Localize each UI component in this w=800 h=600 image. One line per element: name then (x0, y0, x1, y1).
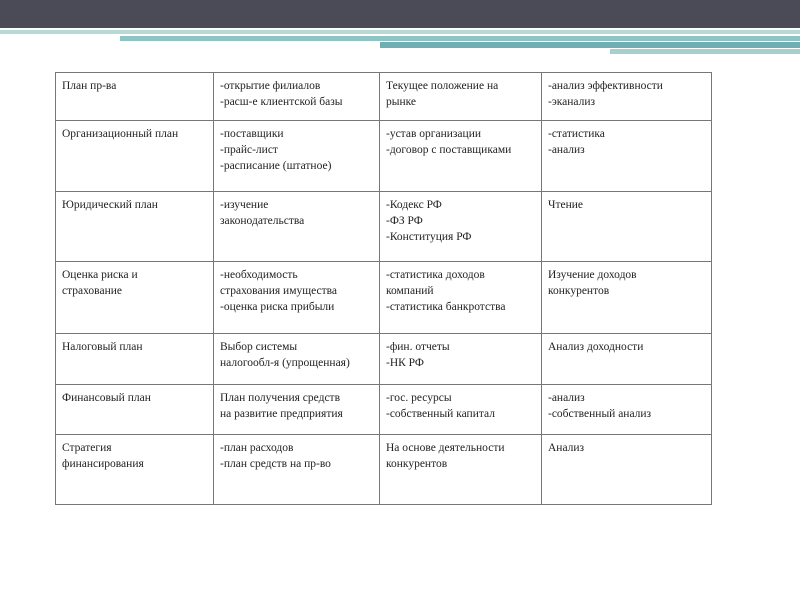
table-cell (380, 121, 542, 192)
cell-line: -статистика банкротства (386, 301, 506, 313)
cell-line: -собственный анализ (548, 408, 652, 420)
table-cell (542, 262, 712, 334)
cell-line: Оценка риска и (62, 269, 138, 281)
cell-line: на развитие предприятия (220, 408, 343, 420)
table-cell (56, 73, 214, 121)
table-cell (214, 334, 380, 385)
cell-line: -устав организации (386, 128, 481, 140)
cell-line: -анализ эффективности (548, 80, 663, 92)
table-cell (542, 385, 712, 435)
table-cell (542, 192, 712, 262)
cell-line: -поставщики (220, 128, 284, 140)
cell-line: Анализ доходности (548, 341, 644, 353)
table-row (56, 435, 712, 505)
table-cell (380, 192, 542, 262)
cell-line: Финансовый план (62, 392, 151, 404)
cell-line: законодательства (220, 215, 305, 227)
table-cell (542, 73, 712, 121)
cell-line: -анализ (548, 392, 585, 404)
table-row (56, 192, 712, 262)
table-row (56, 385, 712, 435)
cell-line: На основе деятельности (386, 442, 505, 454)
table-cell (380, 385, 542, 435)
cell-line: -изучение (220, 199, 269, 211)
cell-line: страхования имущества (220, 285, 337, 297)
cell-line: компаний (386, 285, 434, 297)
cell-line: -анализ (548, 144, 585, 156)
cell-line: -оценка риска прибыли (220, 301, 335, 313)
cell-line: -расш-е клиентской базы (220, 96, 343, 108)
cell-line: Изучение доходов (548, 269, 637, 281)
table-cell (380, 73, 542, 121)
cell-line: Налоговый план (62, 341, 143, 353)
cell-line: финансирования (62, 458, 144, 470)
table-cell (380, 435, 542, 505)
table-cell (542, 334, 712, 385)
table-cell (542, 435, 712, 505)
cell-line: План пр-ва (62, 80, 117, 92)
cell-line: -собственный капитал (386, 408, 495, 420)
cell-line: -прайс-лист (220, 144, 278, 156)
header-dark-band (0, 0, 800, 28)
cell-line: Стратегия (62, 442, 112, 454)
cell-line: -НК РФ (386, 357, 424, 369)
table-row (56, 121, 712, 192)
table-cell (56, 435, 214, 505)
cell-line: -статистика доходов (386, 269, 485, 281)
table-cell (214, 262, 380, 334)
table-row (56, 334, 712, 385)
cell-line: рынке (386, 96, 417, 108)
cell-line: Анализ (548, 442, 585, 454)
table-cell (214, 385, 380, 435)
table-cell (214, 435, 380, 505)
cell-line: Выбор системы (220, 341, 298, 353)
cell-line: Юридический план (62, 199, 158, 211)
cell-line: -фин. отчеты (386, 341, 450, 353)
table-cell (380, 262, 542, 334)
cell-line: План получения средств (220, 392, 340, 404)
cell-line: конкурентов (548, 285, 610, 297)
cell-line: -Конституция РФ (386, 231, 472, 243)
header-stripe (120, 36, 800, 41)
cell-line: -расписание (штатное) (220, 160, 332, 172)
cell-line: налогообл-я (упрощенная) (220, 357, 350, 369)
cell-line: Организационный план (62, 128, 179, 140)
cell-line: -договор с поставщиками (386, 144, 512, 156)
table-cell (380, 334, 542, 385)
slide-header-decoration (0, 0, 800, 56)
cell-line: страхование (62, 285, 122, 297)
header-stripe (610, 49, 800, 54)
cell-line: -план средств на пр-во (220, 458, 331, 470)
table-cell (56, 385, 214, 435)
header-stripe (380, 42, 800, 48)
table-cell (56, 334, 214, 385)
table-cell (56, 192, 214, 262)
cell-line: -необходимость (220, 269, 298, 281)
cell-line: -Кодекс РФ (386, 199, 442, 211)
table-cell (56, 262, 214, 334)
table-row (56, 262, 712, 334)
cell-line: -открытие филиалов (220, 80, 321, 92)
table-row (56, 73, 712, 121)
table-cell (214, 192, 380, 262)
table-cell (214, 73, 380, 121)
table-cell (214, 121, 380, 192)
header-stripe (0, 30, 800, 34)
cell-line: -статистика (548, 128, 605, 140)
business-plan-table (55, 72, 712, 505)
cell-line: -гос. ресурсы (386, 392, 452, 404)
cell-line: Текущее положение на (386, 80, 499, 92)
cell-line: Чтение (548, 199, 584, 211)
cell-line: -план расходов (220, 442, 294, 454)
table-cell (56, 121, 214, 192)
cell-line: конкурентов (386, 458, 448, 470)
cell-line: -эканализ (548, 96, 596, 108)
table-cell (542, 121, 712, 192)
cell-line: -ФЗ РФ (386, 215, 423, 227)
